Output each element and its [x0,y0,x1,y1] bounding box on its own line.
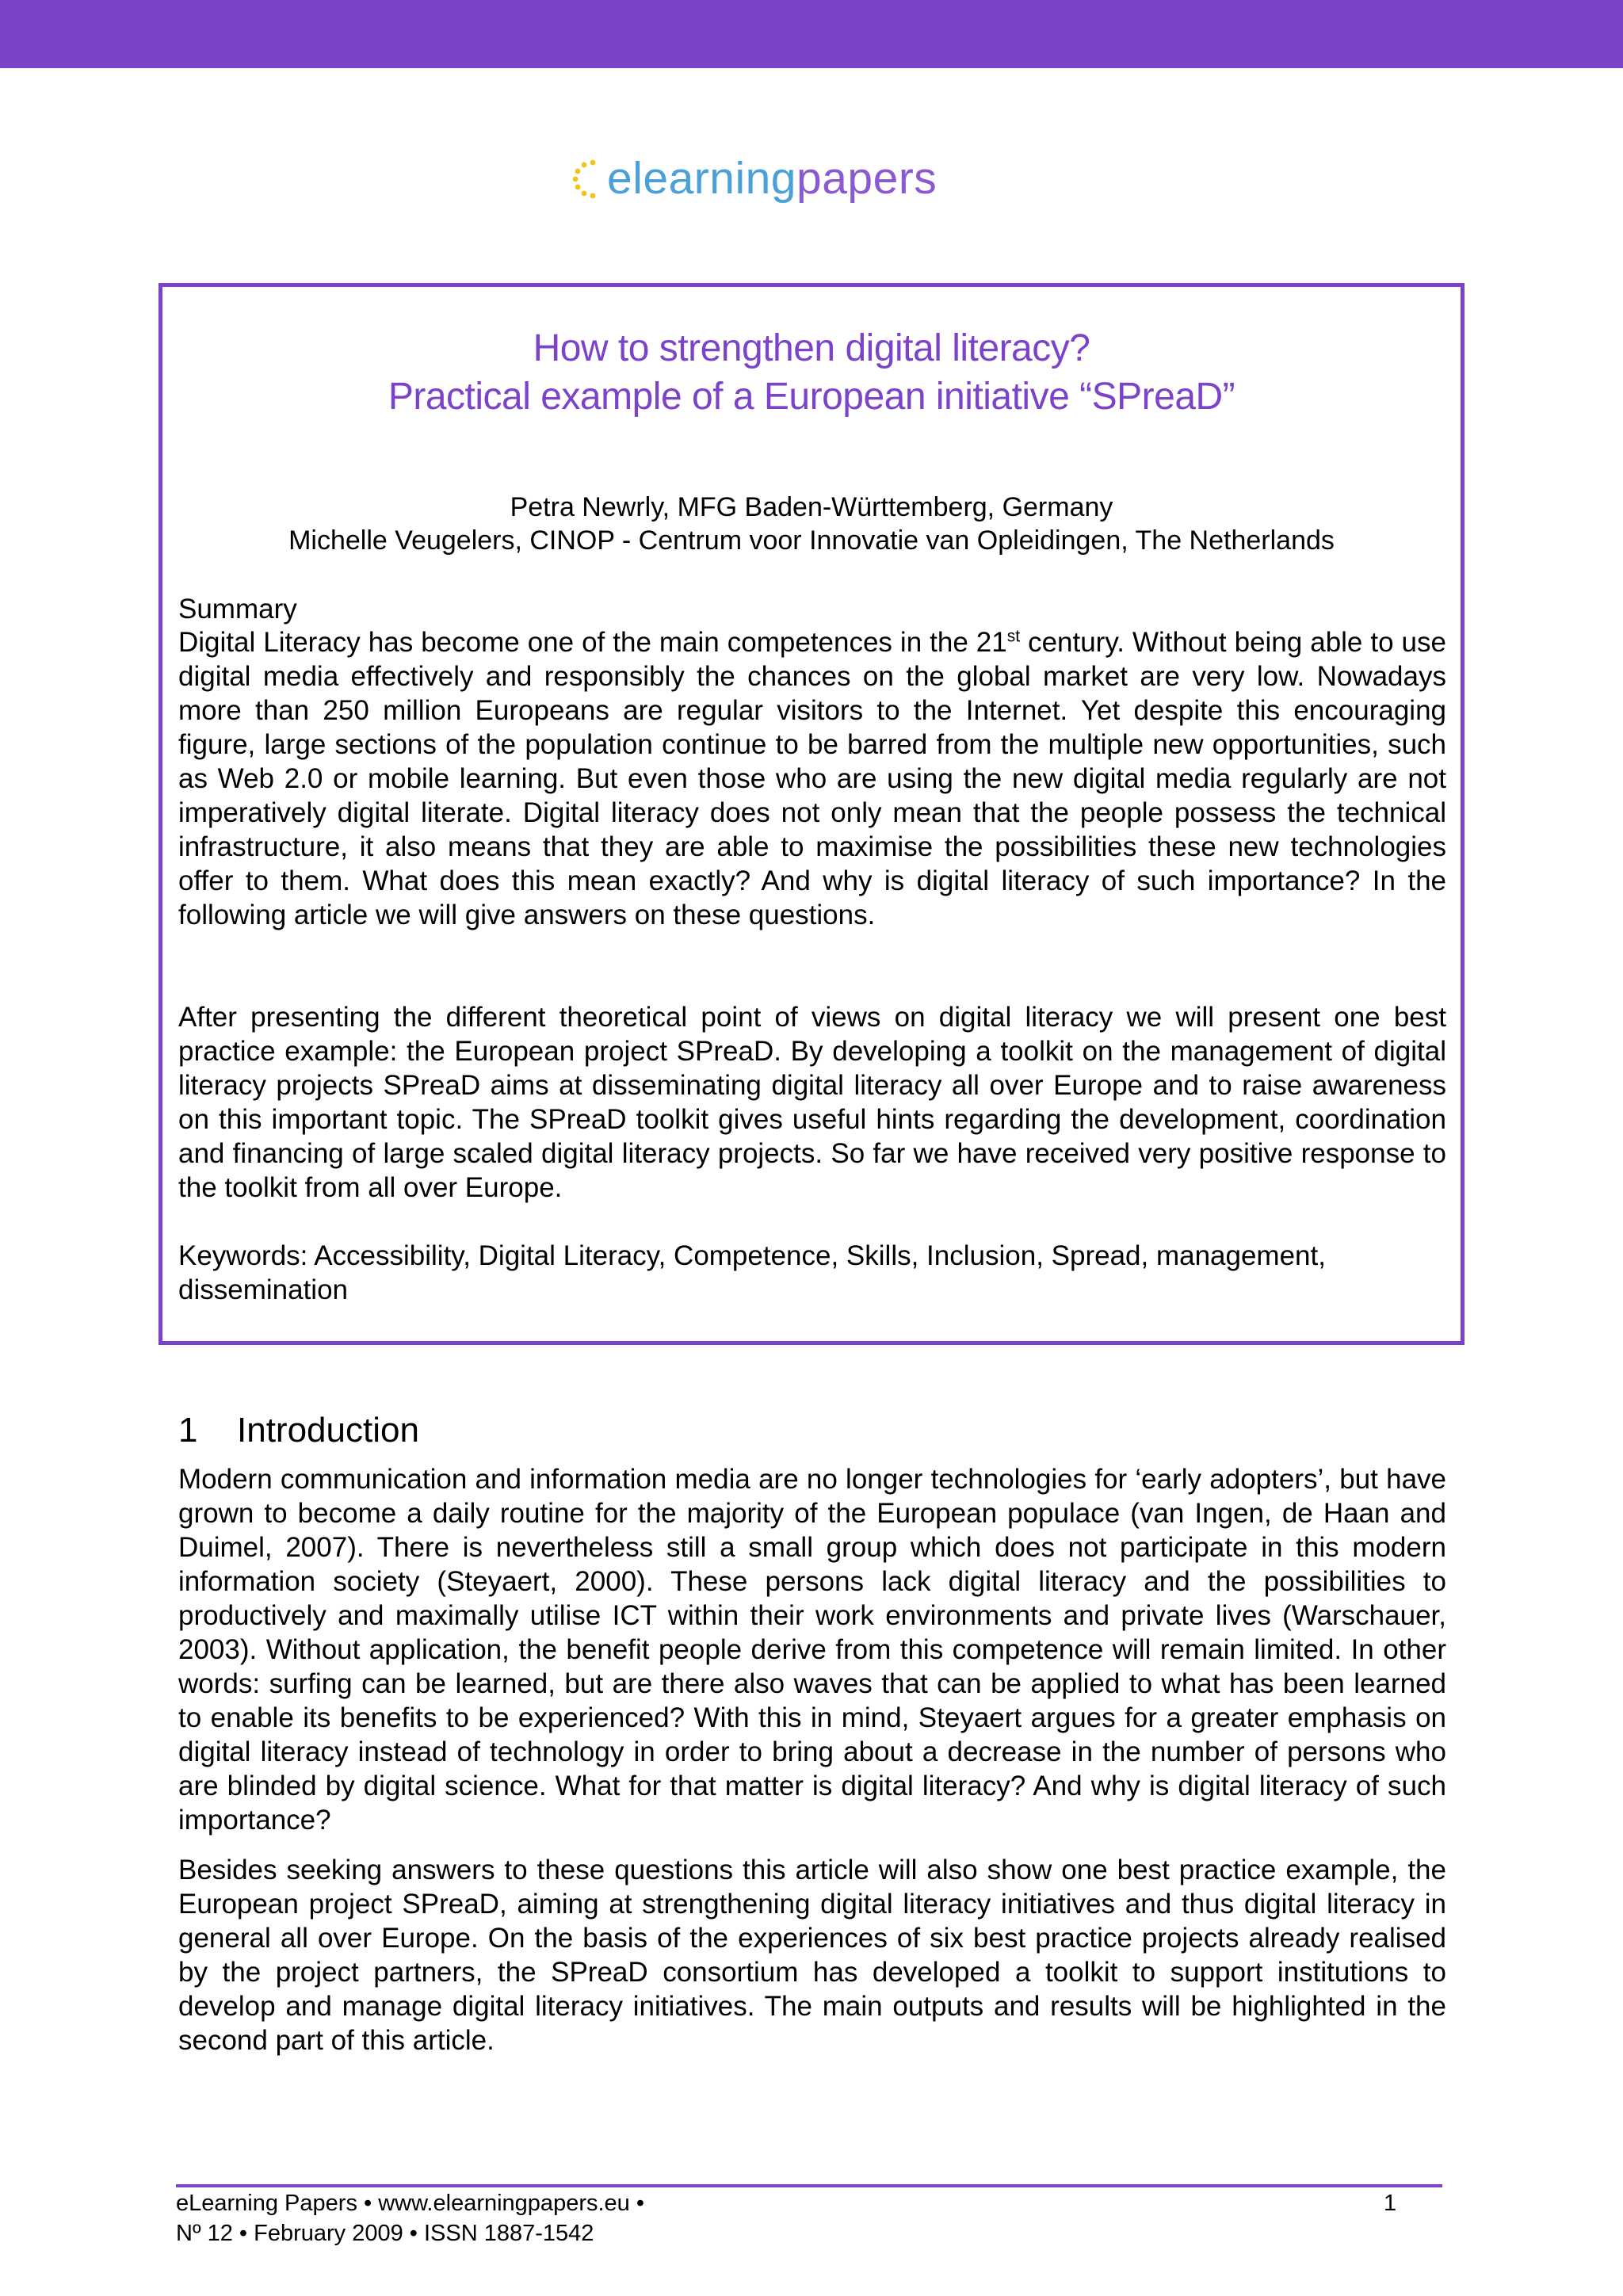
page-number: 1 [1384,2191,1397,2216]
summary-p1-text-b: century. Without being able to use digital media effectively and responsibly the chances on the global market are very low. Nowadays more than 250 million Europeans are regular visitors to the Internet. Yet despite this encouraging figure, large sections of the population continue to be barred from the multiple new opportunities, such as Web 2.0 or mobile learning. But even those who are using the new digital media regularly are not imperatively digital literate. Digital literacy does not only mean that the people possess the technical infrastructure, it also means that they are able to maximise the possibilities these new technologies offer to them. What does this mean exactly? And why is digital literacy of such importance? In the following article we will give answers on these questions. [178,627,1446,930]
top-banner [0,0,1623,68]
section-title: Introduction [237,1411,419,1450]
keywords-paragraph [178,1239,1446,1307]
elearningpapers-logo [569,151,937,206]
logo-word-papers: papers [796,152,938,204]
eu-stars-icon [569,155,605,202]
summary-p1-superscript: st [1006,627,1021,646]
footer-line-2: Nº 12 • February 2009 • ISSN 1887-1542 [176,2221,594,2246]
logo-word-elearning: elearning [607,152,797,204]
author-1: Petra Newrly, MFG Baden-Württemberg, Germany [510,492,1113,522]
summary-paragraph-2: After presenting the different theoretical point of views on digital literacy we will present one best practice example: the European project SPreaD. By developing a toolkit on the management of digital literacy projects SPreaD aims at disseminating digital literacy all over Europe and to raise awareness on this important topic. The SPreaD toolkit gives useful hints regarding the development, coordination and financing of large scaled digital literacy projects. So far we have received very positive response to the toolkit from all over Europe. [178,1002,1446,1203]
footer-line-1: eLearning Papers • www.elearningpapers.eu • [176,2191,645,2216]
keywords-list: Accessibility, Digital Literacy, Competence, Skills, Inclusion, Spread, management, dissemination [178,1240,1326,1305]
introduction-paragraph-1: Modern communication and information media are no longer technologies for ‘early adopters’, but have grown to become a daily routine for the majority of the European populace (van Ingen, de Haan and Duimel, 2007). There is nevertheless still a small group which does not participate in this modern information society (Steyaert, 2000). These persons lack digital literacy and the possibilities to productively and maximally utilise ICT within their work environments and private lives (Warschauer, 2003). Without application, the benefit people derive from this competence will remain limited. In other words: surfing can be learned, but are there also waves that can be applied to what has been learned to enable its benefits to be experienced? With this in mind, Steyaert argues for a greater emphasis on digital literacy instead of technology in order to bring about a decrease in the number of persons who are blinded by digital science. What for that matter is digital literacy? And why is digital literacy of such importance? [178,1464,1446,1836]
article-title-line-1: How to strengthen digital literacy? [533,327,1090,369]
article-title-line-2: Practical example of a European initiative “SPreaD” [388,376,1235,418]
author-2: Michelle Veugelers, CINOP - Centrum voor Innovatie van Opleidingen, The Netherlands [288,525,1335,556]
keywords-label: Keywords: [178,1240,308,1271]
summary-paragraph-1 [178,625,1446,932]
summary-p1-text-a: Digital Literacy has become one of the main competences in the 21 [178,627,1007,658]
footer-divider [176,2184,1442,2187]
summary-heading: Summary [178,594,297,625]
section-heading-introduction [178,1411,419,1450]
introduction-paragraph-2: Besides seeking answers to these questions this article will also show one best practice example, the European project SPreaD, aiming at strengthening digital literacy initiatives and thus digital literacy in general all over Europe. On the basis of the experiences of six best practice projects already realised by the project partners, the SPreaD consortium has developed a toolkit to support institutions to develop and manage digital literacy initiatives. The main outputs and results will be highlighted in the second part of this article. [178,1855,1446,2056]
section-number: 1 [178,1411,198,1450]
